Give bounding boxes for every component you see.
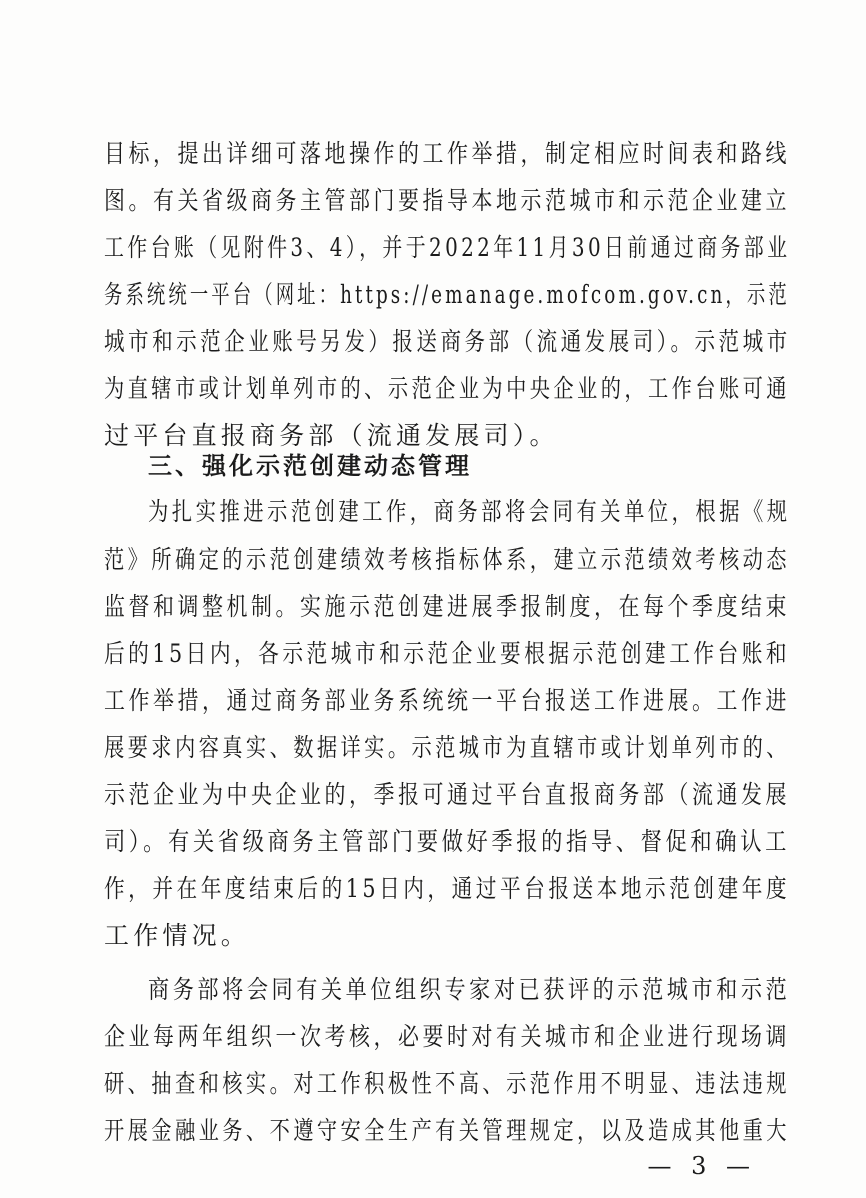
text-line: 范》所确定的示范创建绩效考核指标体系，建立示范绩效考核动态 [104, 545, 790, 574]
text-line: 监督和调整机制。实施示范创建进展季报制度，在每个季度结束 [104, 592, 790, 621]
text-line: 目标，提出详细可落地操作的工作举措，制定相应时间表和路线 [104, 139, 790, 168]
text-line: 过平台直报商务部（流通发展司）。 [104, 421, 559, 450]
section-heading: 三、强化示范创建动态管理 [148, 452, 472, 480]
text-line: 为直辖市或计划单列市的、示范企业为中央企业的，工作台账可通 [104, 374, 790, 403]
text-line: 工作情况。 [104, 921, 251, 950]
text-line: 为扎实推进示范创建工作，商务部将会同有关单位，根据《规 [148, 497, 791, 526]
text-line: 示范企业为中央企业的，季报可通过平台直报商务部（流通发展 [104, 780, 790, 809]
text-line: 展要求内容真实、数据详实。示范城市为直辖市或计划单列市的、 [104, 733, 790, 762]
text-line: 开展金融业务、不遵守安全生产有关管理规定，以及造成其他重大 [104, 1116, 790, 1145]
text-line: 研、抽查和核实。对工作积极性不高、示范作用不明显、违法违规 [104, 1069, 790, 1098]
text-line: 工作举措，通过商务部业务系统统一平台报送工作进展。工作进 [104, 686, 790, 715]
text-line: 作，并在年度结束后的15日内，通过平台报送本地示范创建年度 [104, 874, 791, 903]
text-line: 工作台账（见附件3、4），并于2022年11月30日前通过商务部业 [104, 233, 791, 262]
text-line: 司）。有关省级商务主管部门要做好季报的指导、督促和确认工 [104, 827, 790, 856]
text-line: 后的15日内，各示范城市和示范企业要根据示范创建工作台账和 [104, 639, 791, 668]
text-line: 城市和示范企业账号另发）报送商务部（流通发展司）。示范城市 [104, 327, 791, 356]
text-line: 务系统统一平台（网址：https://emanage.mofcom.gov.cn，示范 [104, 280, 790, 309]
text-line: 图。有关省级商务主管部门要指导本地示范城市和示范企业建立 [104, 186, 790, 215]
text-line: 商务部将会同有关单位组织专家对已获评的示范城市和示范 [148, 975, 791, 1004]
text-line: 企业每两年组织一次考核，必要时对有关城市和企业进行现场调 [104, 1022, 790, 1051]
page-number: — 3 — [647, 1152, 756, 1180]
